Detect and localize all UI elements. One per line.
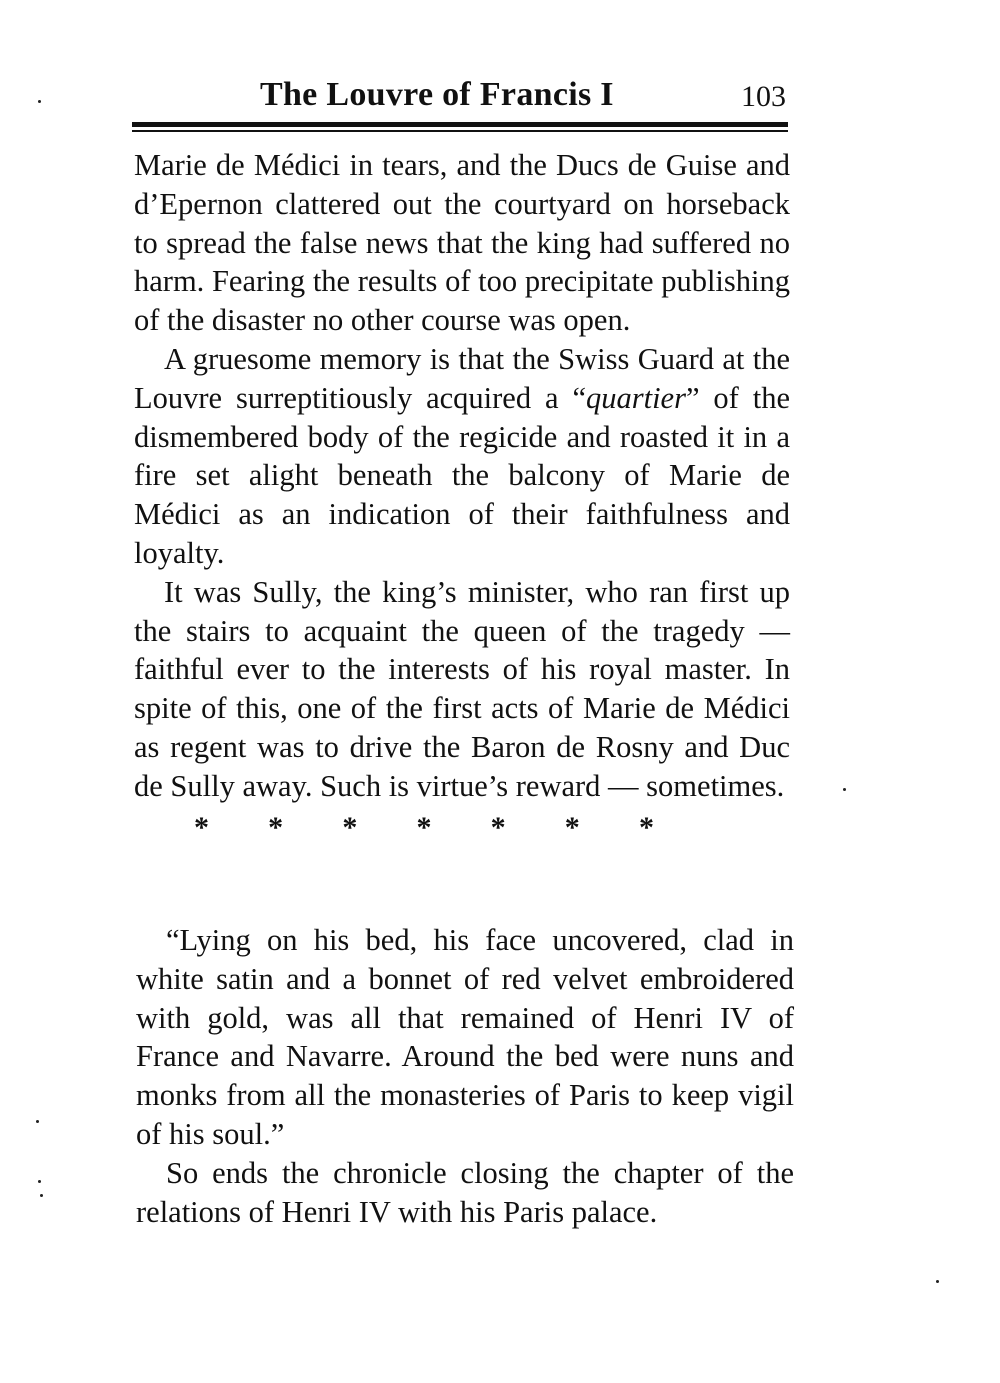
asterisk: * bbox=[194, 810, 209, 844]
scan-speck bbox=[843, 788, 846, 791]
body-text-lower bbox=[136, 921, 794, 1231]
asterisk: * bbox=[564, 810, 580, 844]
paragraph-1: Marie de Médici in tears, and the Ducs de Guise and d’Epernon clattered out the courtyard on horseback to spread the false news that the king had suffered no harm. Fearing the results of too precipitate publishing of the disaster no other course was open. bbox=[134, 148, 790, 338]
page-header bbox=[132, 76, 788, 120]
header-rule-thin bbox=[132, 130, 788, 132]
section-separator bbox=[194, 806, 654, 850]
scan-speck bbox=[36, 1120, 39, 1123]
page-number: 103 bbox=[741, 80, 786, 113]
paragraph-closing: So ends the chronicle closing the chapter of the relations of Henri IV with his Paris palace. bbox=[136, 1155, 794, 1229]
scan-speck bbox=[936, 1280, 939, 1283]
asterisk: * bbox=[342, 810, 358, 844]
asterisk: * bbox=[638, 810, 654, 844]
paragraph-2-start: A gruesome memory is that the Swiss Guard at the Louvre surreptitiously acquired a “ bbox=[134, 341, 790, 415]
paragraph-quote: “Lying on his bed, his face uncovered, clad in white satin and a bonnet of red velvet embroidered with gold, was all that remained of Henri IV of France and Navarre. Around the bed were nuns and monks from all the monasteries of Paris to keep vigil of his soul.” bbox=[136, 923, 794, 1151]
paragraph-3: It was Sully, the king’s minister, who ran first up the stairs to acquaint the queen of the tragedy — faithful ever to the interests of his royal master. In spite of this, one of the first acts of Marie de Médici as regent was to drive the Baron de Rosny and Duc de Sully away. Such is virtue’s reward — sometimes. bbox=[134, 574, 790, 803]
scan-speck bbox=[38, 1180, 41, 1183]
header-rule-thick bbox=[132, 122, 788, 127]
scan-speck bbox=[38, 100, 41, 103]
paragraph-2 bbox=[134, 340, 790, 573]
asterisk: * bbox=[268, 810, 284, 844]
scan-speck bbox=[40, 1194, 43, 1197]
body-text-upper bbox=[134, 146, 790, 850]
asterisk: * bbox=[416, 810, 432, 844]
asterisk: * bbox=[490, 810, 506, 844]
italic-quartier: quartier bbox=[585, 380, 686, 415]
paragraph-2-end: ” of the dismembered body of the regicide and roasted it in a fire set alight beneath the balcony of Marie de Médici as an indication of their faithfulness and loyalty. bbox=[134, 380, 790, 570]
running-title: The Louvre of Francis I bbox=[260, 76, 614, 113]
